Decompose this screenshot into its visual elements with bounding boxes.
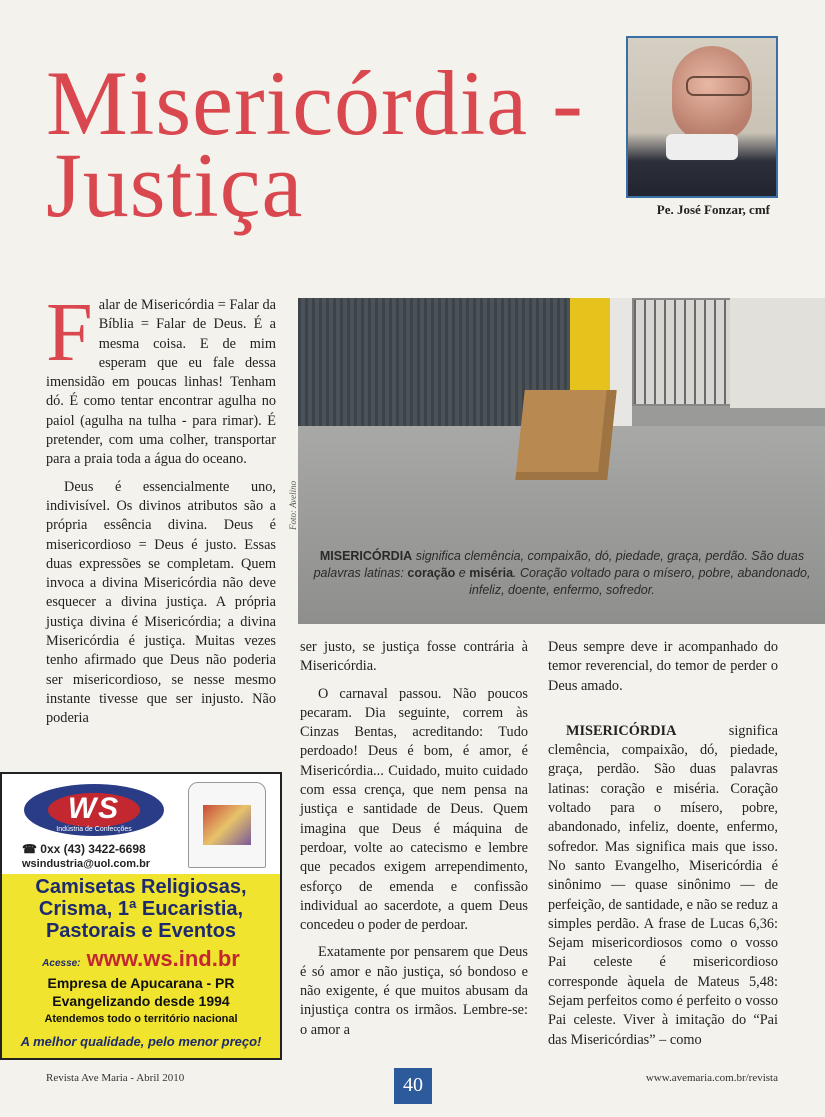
ws-logo-subtitle: Indústria de Confecções [56, 826, 132, 833]
column-1 [46, 286, 276, 729]
advertisement[interactable] [0, 772, 282, 1060]
ad-line-6: Atendemos todo o território nacional [44, 1013, 238, 1025]
ad-line-3: Pastorais e Eventos [45, 920, 237, 942]
photo-cardboard-box [515, 390, 616, 480]
title-line-1: Misericórdia - [46, 52, 584, 154]
author-name: Pe. José Fonzar, cmf [656, 202, 770, 217]
photo-caption [306, 548, 818, 599]
author-glasses [686, 76, 750, 96]
ad-email[interactable]: wsindustria@uol.com.br [22, 858, 151, 870]
photo-gate [632, 298, 734, 406]
article-title [46, 52, 584, 236]
caption-text-a: significa clemência, compaixão, dó, piedade, graça, perdão. São duas palavras latinas: [313, 549, 805, 580]
ad-line-1: Camisetas Religiosas, [35, 876, 247, 898]
caption-bold: MISERICÓRDIA [319, 549, 413, 563]
col1-paragraph-1: alar de Misericórdia = Falar da Bíblia = Falar de Deus. É a mesma coisa. E de mim esperam que eu fale dessa imensidão em poucas linhas! Tenham dó. É como tentar encontrar agulha no paiol (agulha na tulha - para rimar). É pretender, com uma colher, transportar para a praia toda a água do oceano. [46, 297, 276, 468]
ad-slogan: A melhor qualidade, pelo menor preço! [20, 1034, 262, 1049]
tshirt-art [203, 805, 251, 845]
column-3 [548, 638, 778, 1050]
photo-credit: Foto: Avelino [288, 480, 298, 530]
page-number: 40 [394, 1068, 432, 1104]
ws-logo-text: WS [67, 792, 121, 825]
caption-text-e: . Coração voltado para o mísero, pobre, abandonado, infeliz, doente, enfermo, sofredor. [469, 566, 811, 597]
ad-website[interactable] [2, 946, 280, 972]
drop-cap: F [46, 286, 93, 379]
ad-line-5: Evangelizando desde 1994 [52, 993, 230, 1009]
col3-paragraph-2 [548, 722, 778, 1050]
author-photo [626, 36, 778, 198]
column-2 [300, 638, 528, 1040]
author-collar [666, 134, 738, 160]
footer-magazine: Revista Ave Maria - Abril 2010 [46, 1072, 185, 1084]
caption-text-b: coração [407, 566, 456, 580]
ad-line-4: Empresa de Apucarana - PR [47, 975, 235, 991]
ad-site-url[interactable]: www.ws.ind.br [86, 946, 240, 971]
footer-url[interactable]: www.avemaria.com.br/revista [645, 1072, 778, 1084]
ad-company-info [2, 974, 280, 1028]
title-line-2: Justiça [46, 134, 304, 236]
ad-top [2, 774, 280, 874]
col3-paragraph-2-text: significa clemência, compaixão, dó, piedade, graça, perdão. São duas palavras latinas: coração e miséria. Coração voltado para o mísero, pobre, abandonado, infeliz, doente, enfermo, sofredor. Mas significa mais que isso. No santo Evangelho, Misericórdia é sinônimo — quase sinônimo — de perfeição, de santidade, e não se reduz a simples perdão. A frase de Lucas 6,36: Sejam misericordiosos como o vosso Pai celeste é misericordioso corresponde àquela de Mateus 5,48: Sejam perfeitos como é perfeito o vosso Pai celeste. Viver à imitação do “Pai das Misericórdias” – como [548, 722, 778, 1048]
ad-line-2: Crisma, 1ª Eucaristia, [38, 898, 244, 920]
col2-paragraph-3: Exatamente por pensarem que Deus é só amor e não justiça, só bondoso e não exigente, é que muitos abusam da injustiça contra os irmãos. Lembre-se: o amor a [300, 944, 528, 1038]
caption-text-c: e [455, 566, 470, 580]
ad-phone: ☎ 0xx (43) 3422-6698 [22, 842, 146, 856]
caption-text-d: miséria [469, 566, 514, 580]
col1-paragraph-2: Deus é essencialmente uno, indivisível. Os divinos atributos são a própria essência divina. Deus é misericordioso = Deus é justo. Essas duas expressões se completam. Quem invoca a divina Misericórdia não deve esquecer a divina justiça. A própria justiça divina é Misericórdia; a divina Misericórdia é justiça. Muitas vezes tenho afirmado que Deus não poderia ser misericordioso, se nesse mesmo instante tivesse que ser injusto. Não poderia [46, 478, 276, 727]
ad-site-prefix: Acesse: [42, 958, 81, 969]
tshirt-image [188, 782, 266, 868]
col3-bold-term: MISERICÓRDIA [566, 722, 677, 739]
photo-wall [730, 298, 825, 408]
ad-headline [2, 876, 280, 942]
col3-paragraph-1: Deus sempre deve ir acompanhado do temor reverencial, do temor de perder o Deus amado. [548, 639, 778, 694]
col2-paragraph-2: O carnaval passou. Não poucos pecaram. Dia seguinte, correm às Cinzas Bentas, acreditando: Tudo perdoado! Deus é bom, é amor, é Misericórdia... Cuidado, muito cuidado com essa crença, que nem pensa na justiça e santidade de Deus. Quem imagina que Deus é máquina de perdoar, volte ao catecismo e lembre que pecados exigem arrependimento, esforço de emenda e confissão individual ao sacerdote, a quem Deus concedeu o poder de perdoar. [300, 685, 528, 934]
col2-paragraph-1: ser justo, se justiça fosse contrária à Misericórdia. [300, 639, 528, 675]
